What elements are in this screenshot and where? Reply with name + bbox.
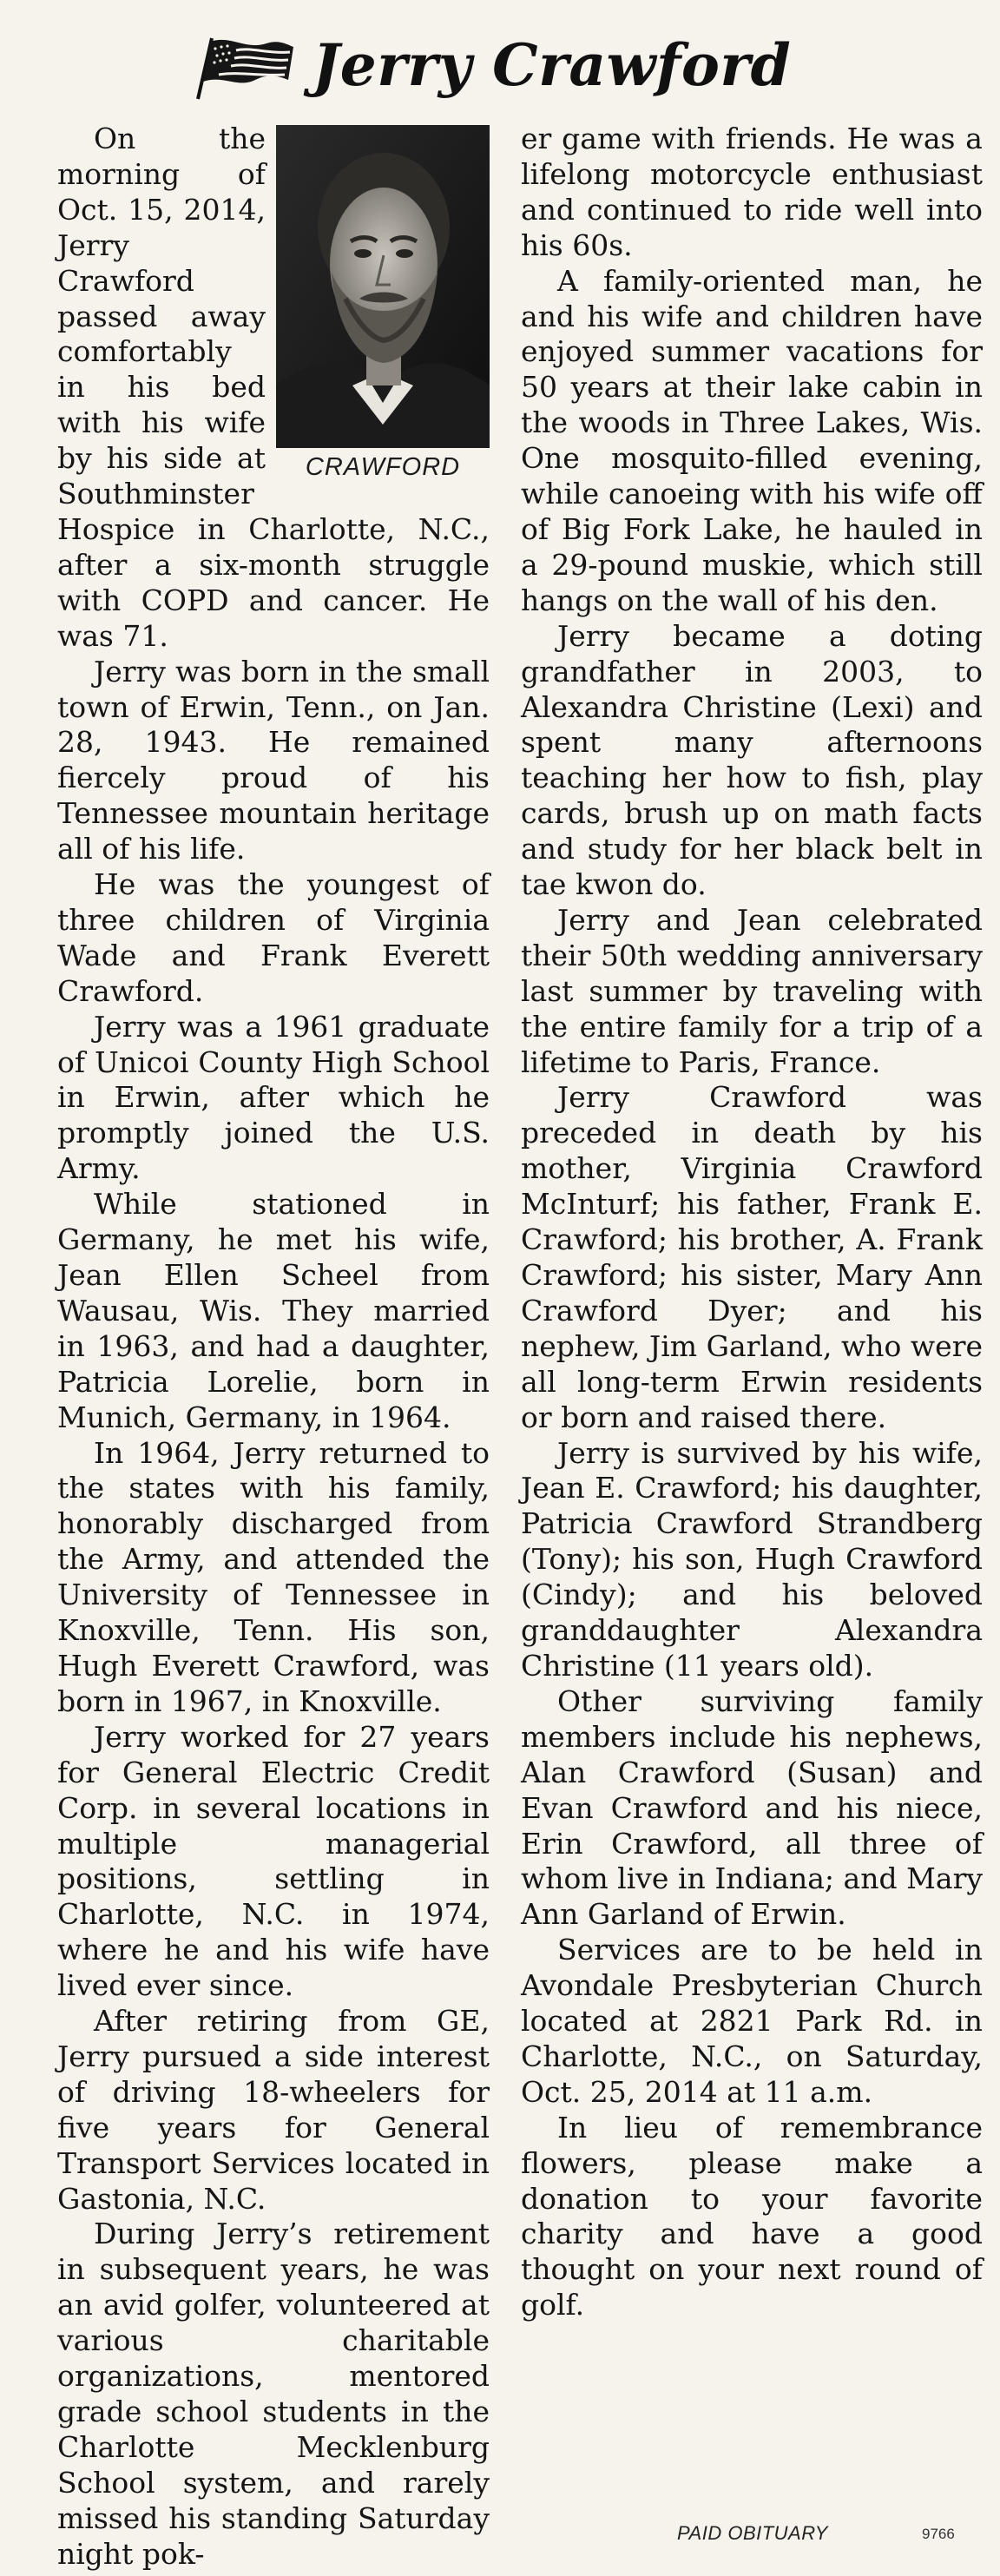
paragraph: Jerry was a 1961 graduate of Unicoi County High School in Erwin, after which he promptly joined the U.S. Army. bbox=[57, 1009, 490, 1186]
paragraph: While stationed in Germany, he met his wife, Jean Ellen Scheel from Wausau, Wis. They married in 1963, and had a daughter, Patricia Lorelie, born in Munich, Germany, in 1964. bbox=[57, 1187, 490, 1434]
american-flag-icon bbox=[193, 35, 297, 104]
portrait-photo bbox=[276, 125, 490, 448]
paragraph: Jerry and Jean celebrated their 50th wedding anniversary last summer by traveling with the entire family for a trip of a lifetime to Paris, France. bbox=[521, 902, 983, 1079]
paragraph: Services are to be held in Avondale Presbyterian Church located at 2821 Park Rd. in Charlotte, N.C., on Saturday, Oct. 25, 2014 at 11 a.m. bbox=[521, 1933, 983, 2109]
paragraph: Jerry worked for 27 years for General Electric Credit Corp. in several locations in multiple managerial positions, settling in Charlotte, N.C. in 1974, where he and his wife have lived ever since. bbox=[57, 1719, 490, 2003]
obituary-title: Jerry Crawford bbox=[312, 31, 792, 99]
paragraph: Jerry became a doting grandfather in 2003, to Alexandra Christine (Lexi) and spent many afternoons teaching her how to fish, play cards, brush up on math facts and study for her black belt in tae kwon do. bbox=[521, 618, 983, 902]
paragraph: In 1964, Jerry returned to the states with his family, honorably discharged from the Army, and attended the University of Tennessee in Knoxville, Tenn. His son, Hugh Everett Crawford, was born in 1967, in Knoxville. bbox=[57, 1435, 490, 1718]
right-column bbox=[521, 122, 983, 2323]
paragraph: Jerry is survived by his wife, Jean E. Crawford; his daughter, Patricia Crawford Strandberg (Tony); his son, Hugh Crawford (Cindy); and his beloved granddaughter Alexandra Christine (11 years old). bbox=[521, 1435, 983, 1683]
paragraph: A family-oriented man, he and his wife and children have enjoyed summer vacations for 50 years at their lake cabin in the woods in Three Lakes, Wis. One mosquito-filled evening, while canoeing with his wife off of Big Fork Lake, he hauled in a 29-pound muskie, which still hangs on the wall of his den. bbox=[521, 263, 983, 617]
paragraph: Other surviving family members include his nephews, Alan Crawford (Susan) and Evan Crawford and his niece, Erin Crawford, all three of whom live in Indiana; and Mary Ann Garland of Erwin. bbox=[521, 1683, 983, 1932]
ad-code: 9766 bbox=[922, 2526, 955, 2542]
paragraph: After retiring from GE, Jerry pursued a side interest of driving 18-wheelers for five years for General Transport Services located in Gastonia, N.C. bbox=[57, 2004, 490, 2216]
paragraph: Jerry Crawford was preceded in death by his mother, Virginia Crawford McInturf; his father, Frank E. Crawford; his brother, A. Frank Crawford; his sister, Mary Ann Crawford Dyer; and his nephew, Jim Garland, who were all long-term Erwin residents or born and raised there. bbox=[521, 1080, 983, 1434]
paragraph-continuation: er game with friends. He was a lifelong motorcycle enthusiast and continued to ride well into his 60s. bbox=[521, 122, 983, 262]
paragraph: He was the youngest of three children of Virginia Wade and Frank Everett Crawford. bbox=[57, 867, 490, 1008]
paragraph: During Jerry’s retirement in subsequent years, he was an avid golfer, volunteered at various charitable organizations, mentored grade school students in the Charlotte Mecklenburg School system, and rarely missed his standing Saturday night pok- bbox=[57, 2217, 490, 2571]
paragraph: On the morning of Oct. 15, 2014, Jerry Crawford passed away comfortably in his bed with his wife by his side at Southminster Hospice in Charlotte, N.C., after a six-month struggle with COPD and cancer. He was 71. bbox=[57, 122, 490, 653]
left-column bbox=[57, 122, 490, 2573]
paid-obituary-tag: PAID OBITUARY bbox=[677, 2522, 828, 2544]
paragraph: In lieu of remembrance flowers, please make a donation to your favorite charity and have a good thought on your next round of golf. bbox=[521, 2110, 983, 2322]
obituary-header bbox=[0, 19, 1000, 115]
portrait-caption: CRAWFORD bbox=[305, 453, 461, 481]
paragraph: Jerry was born in the small town of Erwin, Tenn., on Jan. 28, 1943. He remained fiercely proud of his Tennessee mountain heritage all of his life. bbox=[57, 654, 490, 866]
portrait-block bbox=[276, 125, 490, 486]
